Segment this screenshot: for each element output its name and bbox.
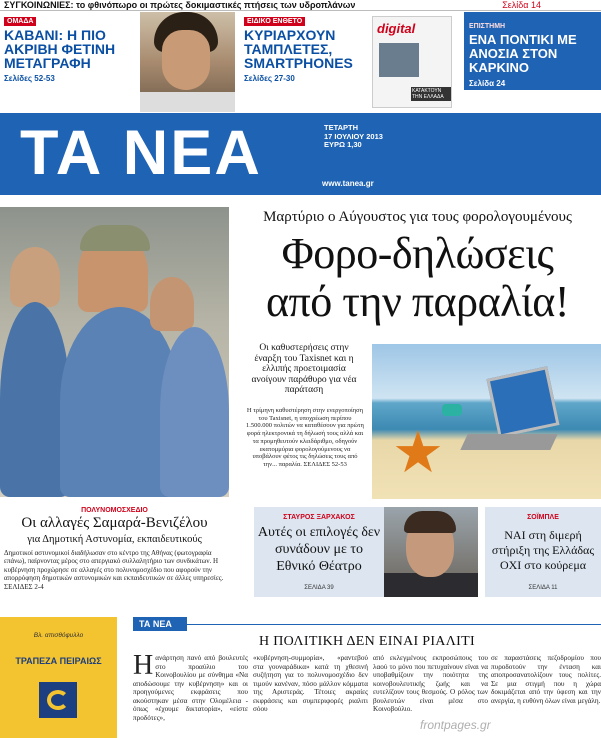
ad-bank-name: ΤΡΑΠΕΖΑ ΠΕΙΡΑΙΩΣ bbox=[15, 656, 102, 666]
main-deck: Οι καθυστερήσεις στην έναρξη του Taxisnet και η ελλιπής προετοιμασία ανοίγουν παράθυρο για νέα παράταση bbox=[251, 343, 357, 395]
eu-kicker: ΣΟΪΜΠΛΕ bbox=[527, 514, 559, 521]
theatre-headline[interactable]: Αυτές οι επιλογές δεν συνάδουν με το Εθνικό Θέατρο bbox=[257, 525, 381, 574]
top-strip-text: ΣΥΓΚΟΙΝΩΝΙΕΣ: το φθινόπωρο οι πρώτες δοκιμαστικές πτήσεις των υδροπλάνων bbox=[4, 0, 356, 10]
editorial-col-4: σε παραστάσεις πεζοδρομίου που πυροδοτούν την ένταση και αποπροσανατολίζουν τους πολίτες. Σε μια στιγμή που η χώρα δοκιμάζεται από την ύφεση και την ανεργία, η ευθύνη όλων είναι μεγάλη. bbox=[491, 654, 601, 705]
magazine-title: digital bbox=[377, 21, 416, 36]
editorial-rule bbox=[187, 624, 601, 625]
teaser-sports[interactable] bbox=[4, 10, 144, 83]
main-supertitle: Μαρτύριο ο Αύγουστος για τους φορολογουμένους bbox=[263, 209, 572, 225]
teaser-player-photo bbox=[140, 12, 235, 112]
xarchakos-photo bbox=[384, 507, 478, 597]
protest-photo bbox=[0, 207, 229, 497]
newspaper-logo: ΤΑ ΝΕΑ bbox=[20, 118, 262, 188]
main-headline[interactable] bbox=[234, 230, 601, 326]
digital-magazine-cover bbox=[372, 16, 452, 108]
editorial-headline[interactable]: Η ΠΟΛΙΤΙΚΗ ΔΕΝ ΕΙΝΑΙ ΡΙΑΛΙΤΙ bbox=[259, 634, 475, 649]
editorial-col-3: από εκλεγμένους εκπροσώπους του λαού το μόνο που πετυχαίνουν είναι να υποβαθμίζουν την ποιότητα της κοινοβουλευτικής ζωής και να ευτελίζουν τους θεσμούς. Ο ρόλος των βουλευτών είναι μέσα στο Κοινοβούλιο. bbox=[373, 654, 488, 713]
lead-kicker: ΠΟΛΥΝΟΜΟΣΧΕΔΙΟ bbox=[81, 507, 148, 514]
theatre-page: ΣΕΛΙΔΑ 39 bbox=[304, 585, 334, 591]
site-url[interactable]: www.tanea.gr bbox=[322, 179, 374, 188]
theatre-kicker: ΣΤΑΥΡΟΣ ΞΑΡΧΑΚΟΣ bbox=[283, 514, 355, 521]
beach-laptop-photo bbox=[372, 344, 601, 499]
bank-logo-icon bbox=[39, 682, 77, 718]
watermark: frontpages.gr bbox=[420, 718, 491, 732]
main-headline-line1: Φορο-δηλώσεις bbox=[281, 229, 554, 278]
issue-info bbox=[324, 124, 383, 150]
laptop-icon bbox=[486, 366, 559, 438]
lead-headline[interactable]: Οι αλλαγές Σαμαρά-Βενιζέλου bbox=[21, 515, 208, 531]
top-strip-pages: Σελίδα 14 bbox=[502, 0, 541, 10]
teaser-title: ΚΥΡΙΑΡΧΟΥΝ ΤΑΜΠΛΕΤΕΣ, SMARTPHONES bbox=[244, 27, 353, 71]
editorial-col-1-text: ανάρτηση πανό από βουλευτές στο προαύλιο του Κοινοβουλίου με σύνθημα «Να αποδώσουμε την κυβέρνηση» και οι προηγούμενες εκφράσεις που ακούστηκαν μέσα στην Ολομέλεια - όπως «έχουμε δικτατορία», «είστε προδότες», bbox=[133, 654, 248, 722]
main-body: Η τρίμηνη καθυστέρηση στην ενεργοποίηση του Taxisnet, η υποχρέωση περίπου 1.500.000 πολιτών να καταθέσουν για πρώτη φορά ηλεκτρονικά τη δήλωσή τους αλλά και τα προμηθευτούν κλειδάριθμο, οδηγούν εκατομμύρια φορολογούμενους να υποβάλουν φέτος τις δηλώσεις τους από την... παραλία. ΣΕΛΙΔΕΣ 52-53 bbox=[246, 407, 364, 468]
lead-body: Δημοτικοί αστυνομικοί διαδήλωσαν στο κέντρο της Αθήνας (φωτογραφία επάνω), παίρνοντας μέρος στο απεργιακό συλλαλητήριο των συνδικάτων. Η κυβέρνηση προχώρησε σε αλλαγές στο πολυνομοσχέδιο που αφορούν την απορρόφηση δημοτικών αστυνομικών και εκπαιδευτικών σε άλλες υπηρεσίες. ΣΕΛΙΔΕΣ 2-4 bbox=[4, 549, 224, 591]
teaser-digital[interactable] bbox=[244, 10, 374, 83]
teaser-pages: Σελίδα 24 bbox=[469, 79, 506, 88]
teaser-science[interactable] bbox=[464, 12, 601, 90]
dropcap: Η bbox=[133, 654, 154, 681]
teaser-title: ΚΑΒΑΝΙ: Η ΠΙΟ ΑΚΡΙΒΗ ΦΕΤΙΝΗ ΜΕΤΑΓΡΑΦΗ bbox=[4, 27, 116, 71]
teaser-tag: ΕΙΔΙΚΟ ΕΝΘΕΤΟ bbox=[244, 17, 305, 26]
editorial-col-2: «κυβέρνηση-συμμορία», «ραντεβού στα γουναράδικα» κατά τη χθεσινή συζήτηση για το πολυνομοσχέδιο δεν τιμούν κανέναν, πόσο μάλλον κόμματα της Αριστεράς. Τέτοιες ακραίες εκφράσεις και συμπεριφορές ριαλιτι σόου bbox=[253, 654, 368, 713]
eu-headline[interactable]: ΝΑΙ στη διμερή στήριξη της Ελλάδας ΟΧΙ στο κούρεμα bbox=[491, 528, 595, 572]
starfish-icon: ★ bbox=[392, 420, 444, 485]
magazine-caption: ΚΑΤΑΚΤΟΥΝ ΤΗΝ ΕΛΛΑΔΑ bbox=[411, 87, 451, 101]
issue-day: ΤΕΤΑΡΤΗ bbox=[324, 123, 359, 132]
eu-page: ΣΕΛΙΔΑ 11 bbox=[528, 585, 558, 591]
teaser-tag: ΕΠΙΣΤΗΜΗ bbox=[469, 23, 506, 30]
teaser-tag: ΟΜΑΔΑ bbox=[4, 17, 36, 26]
teaser-pages: Σελίδες 27-30 bbox=[244, 74, 295, 83]
ad-kicker: Βλ. απισθόφυλλο bbox=[33, 632, 84, 639]
teaser-title: ΕΝΑ ΠΟΝΤΙΚΙ ΜΕ ΑΝΟΣΙΑ ΣΤΟΝ ΚΑΡΚΙΝΟ bbox=[469, 32, 577, 75]
main-headline-line2: από την παραλία! bbox=[265, 277, 569, 326]
editorial-col-1 bbox=[133, 654, 248, 738]
issue-date: 17 ΙΟΥΛΙΟΥ 2013 bbox=[324, 131, 383, 141]
editorial-tag: ΤΑ ΝΕΑ bbox=[133, 617, 187, 631]
lead-subhead: για Δημοτική Αστυνομία, εκπαιδευτικούς bbox=[27, 534, 202, 545]
issue-price: ΕΥΡΩ 1,30 bbox=[324, 140, 362, 149]
teaser-pages: Σελίδες 52-53 bbox=[4, 74, 55, 83]
